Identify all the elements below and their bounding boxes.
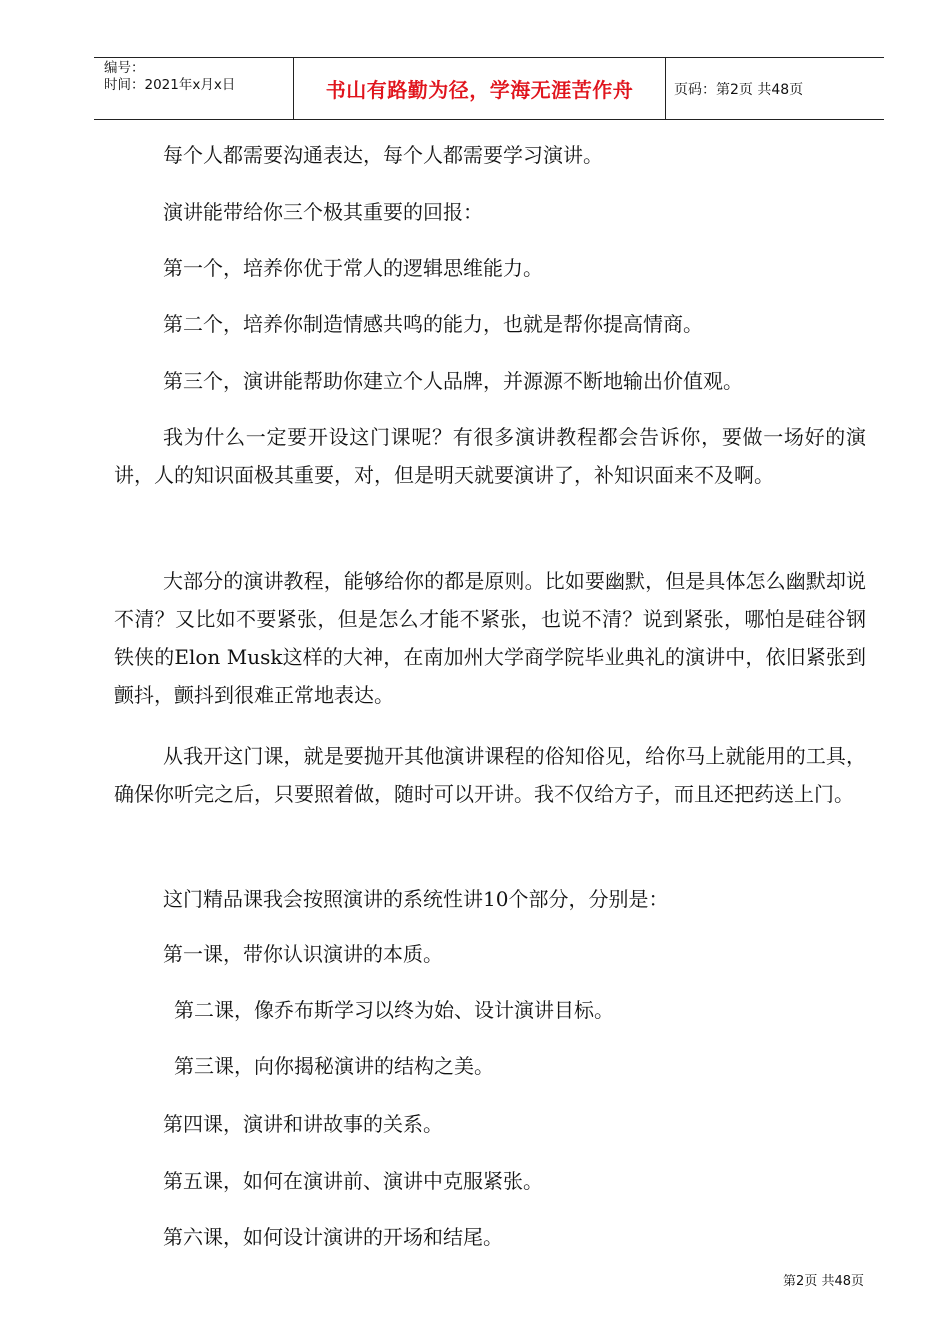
header-page-info: 页码：第2页 共48页 xyxy=(674,81,804,98)
paragraph: 每个人都需要沟通表达，每个人都需要学习演讲。 xyxy=(163,143,603,167)
header-number-label: 编号： xyxy=(104,60,145,76)
paragraph: 第一课，带你认识演讲的本质。 xyxy=(163,942,443,966)
paragraph: 第五课，如何在演讲前、演讲中克服紧张。 xyxy=(163,1169,543,1193)
paragraph: 第六课，如何设计演讲的开场和结尾。 xyxy=(163,1225,503,1249)
paragraph: 第一个，培养你优于常人的逻辑思维能力。 xyxy=(163,256,543,280)
paragraph: 第四课，演讲和讲故事的关系。 xyxy=(163,1112,443,1136)
header-motto: 书山有路勤为径，学海无涯苦作舟 xyxy=(294,58,666,119)
header-time-label: 时间：2021年x月x日 xyxy=(104,77,236,93)
paragraph: 我为什么一定要开设这门课呢？有很多演讲教程都会告诉你，要做一场好的演讲，人的知识面极其重要，对，但是明天就要演讲了，补知识面来不及啊。 xyxy=(114,425,866,487)
paragraph: 第二个，培养你制造情感共鸣的能力，也就是帮你提高情商。 xyxy=(163,312,703,336)
paragraph: 第三个，演讲能帮助你建立个人品牌，并源源不断地输出价值观。 xyxy=(163,369,743,393)
paragraph: 演讲能带给你三个极其重要的回报： xyxy=(163,200,483,224)
paragraph: 大部分的演讲教程，能够给你的都是原则。比如要幽默，但是具体怎么幽默却说不清？又比如不要紧张，但是怎么才能不紧张，也说不清？说到紧张，哪怕是硅谷钢铁侠的Elon Musk这样的大神，在南加州大学商学院毕业典礼的演讲中，依旧紧张到颤抖，颤抖到很难正常地表达。 xyxy=(114,569,866,707)
paragraph: 从我开这门课，就是要抛开其他演讲课程的俗知俗见，给你马上就能用的工具，确保你听完之后，只要照着做，随时可以开讲。我不仅给方子，而且还把药送上门。 xyxy=(114,744,866,806)
paragraph: 第三课，向你揭秘演讲的结构之美。 xyxy=(174,1054,494,1078)
footer-page-info: 第2页 共48页 xyxy=(783,1274,864,1289)
header-meta xyxy=(94,58,294,119)
paragraph: 这门精品课我会按照演讲的系统性讲10个部分，分别是： xyxy=(163,887,669,911)
paragraph: 第二课，像乔布斯学习以终为始、设计演讲目标。 xyxy=(174,998,614,1022)
document-header xyxy=(94,57,884,120)
